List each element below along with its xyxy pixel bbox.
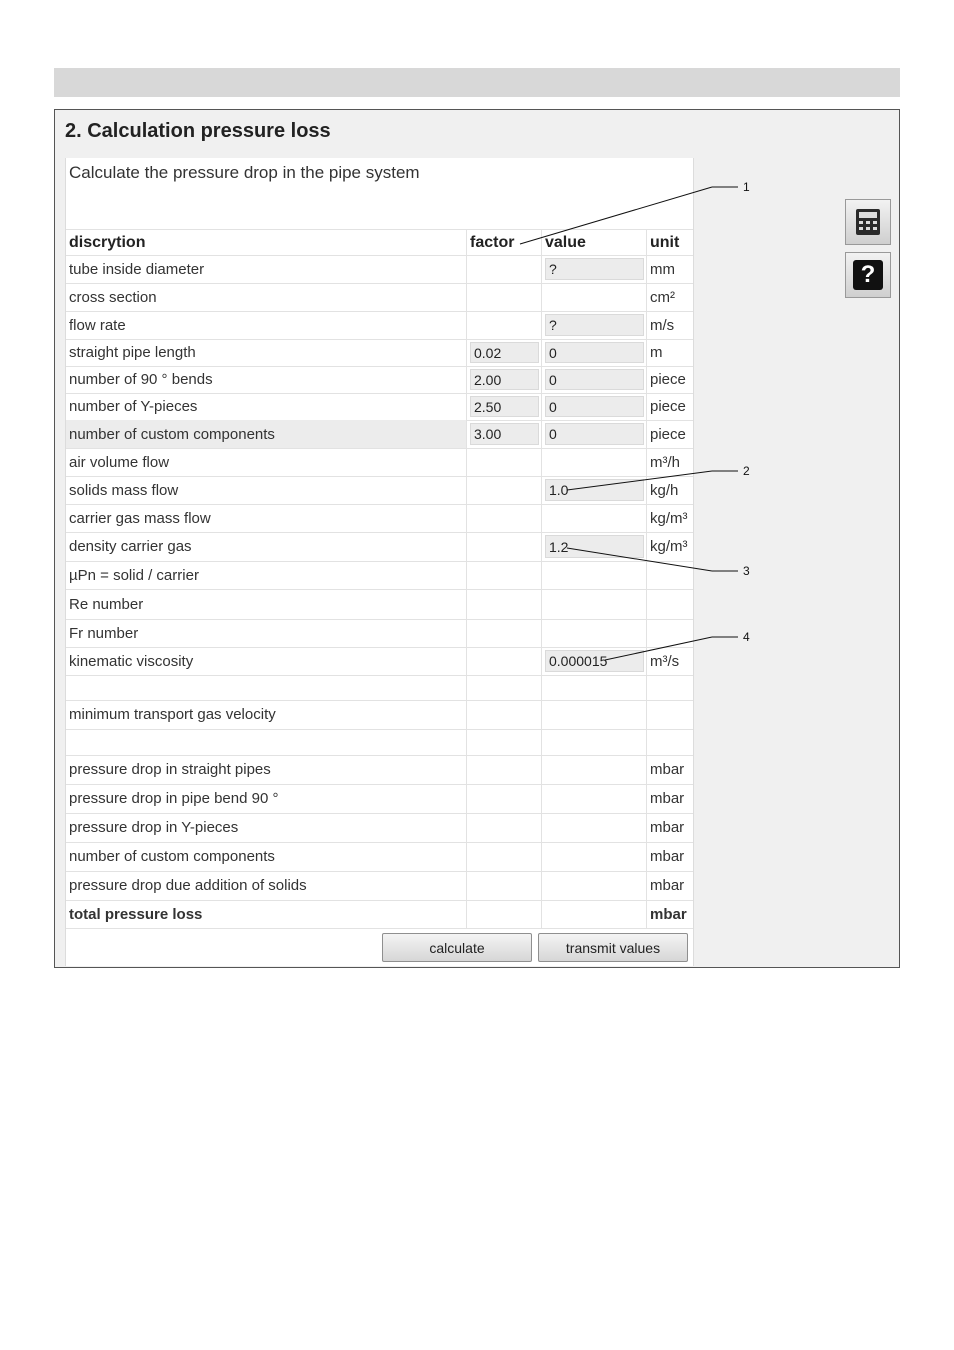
row-unit: kg/h <box>646 476 693 504</box>
row-description: tube inside diameter <box>69 260 205 278</box>
row-description: pressure drop in Y-pieces <box>69 819 239 836</box>
row-description: kinematic viscosity <box>69 652 194 670</box>
value-input[interactable]: ? <box>545 258 644 280</box>
header-description: discrytion <box>69 233 146 251</box>
row-description: straight pipe length <box>69 344 196 361</box>
factor-input[interactable]: 0.02 <box>470 342 539 363</box>
row-description: number of 90 ° bends <box>69 371 213 388</box>
row-description: pressure drop in pipe bend 90 ° <box>69 790 279 807</box>
value-input[interactable]: 0 <box>545 342 644 363</box>
row-unit: m³/h <box>646 448 693 476</box>
row-description: number of custom components <box>69 848 275 865</box>
panel-title: 2. Calculation pressure loss <box>65 120 331 142</box>
row-unit: mbar <box>646 755 693 784</box>
factor-input[interactable]: 2.50 <box>470 396 539 417</box>
intro-text: Calculate the pressure drop in the pipe system <box>69 163 420 182</box>
callout-3: 3 <box>743 564 750 578</box>
callout-2: 2 <box>743 464 750 478</box>
header-value: value <box>541 230 646 255</box>
row-description: air volume flow <box>69 453 170 471</box>
value-input[interactable]: 0 <box>545 396 644 417</box>
row-unit: mbar <box>646 842 693 871</box>
row-unit: cm² <box>646 283 693 311</box>
row-unit: mbar <box>646 813 693 842</box>
help-glyph: ? <box>860 261 876 288</box>
row-description: cross section <box>69 288 157 306</box>
row-description: number of Y-pieces <box>69 398 198 415</box>
row-unit: kg/m³ <box>646 504 693 532</box>
row-description: pressure drop in straight pipes <box>69 761 271 778</box>
row-description: minimum transport gas velocity <box>69 706 276 723</box>
row-unit: piece <box>646 420 693 448</box>
row-unit: piece <box>646 393 693 420</box>
callout-1: 1 <box>743 180 750 194</box>
row-description: flow rate <box>69 316 126 334</box>
row-unit: piece <box>646 366 693 393</box>
factor-input[interactable]: 3.00 <box>470 423 539 445</box>
row-unit: kg/m³ <box>646 532 693 561</box>
header-factor: factor <box>466 230 541 255</box>
row-description: Re number <box>69 595 144 613</box>
row-description: µPn = solid / carrier <box>69 566 199 584</box>
row-unit: mbar <box>646 900 693 928</box>
row-unit: m³/s <box>646 647 693 675</box>
row-description: total pressure loss <box>69 905 203 923</box>
row-unit: m <box>646 339 693 366</box>
callout-4: 4 <box>743 630 750 644</box>
row-unit: mbar <box>646 871 693 900</box>
value-input[interactable]: 0.000015 <box>545 650 644 672</box>
value-input[interactable]: 0 <box>545 369 644 390</box>
factor-input[interactable]: 2.00 <box>470 369 539 390</box>
value-input[interactable]: ? <box>545 314 644 336</box>
calculate-button[interactable]: calculate <box>382 933 532 962</box>
row-description: number of custom components <box>66 420 466 448</box>
row-description: pressure drop due addition of solids <box>69 877 307 894</box>
row-description: carrier gas mass flow <box>69 509 211 527</box>
value-input[interactable]: 1.0 <box>545 479 644 501</box>
row-description: Fr number <box>69 624 139 642</box>
value-input[interactable]: 1.2 <box>545 535 644 558</box>
header-unit: unit <box>646 230 693 255</box>
row-description: density carrier gas <box>69 538 192 555</box>
row-unit: mbar <box>646 784 693 813</box>
row-unit: mm <box>646 255 693 283</box>
row-unit: m/s <box>646 311 693 339</box>
row-description: solids mass flow <box>69 481 179 499</box>
value-input[interactable]: 0 <box>545 423 644 445</box>
transmit-values-button[interactable]: transmit values <box>538 933 688 962</box>
